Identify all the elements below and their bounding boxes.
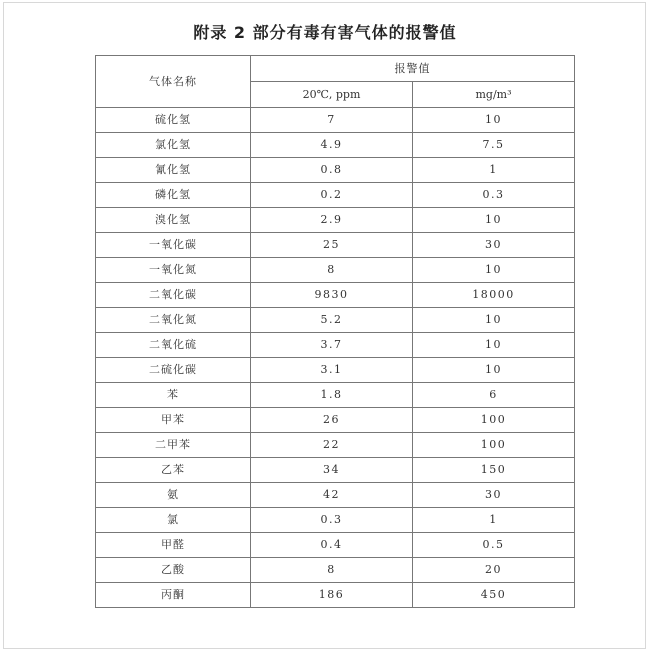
mg-value-cell: 100 [413,408,575,433]
mg-value-cell: 30 [413,483,575,508]
gas-name-cell: 二氧化碳 [96,283,251,308]
table-row [96,383,575,408]
table-row [96,508,575,533]
ppm-value-cell: 0.3 [251,508,413,533]
ppm-value-cell: 4.9 [251,133,413,158]
mg-value-cell: 10 [413,108,575,133]
mg-value-cell: 1 [413,158,575,183]
table-row [96,483,575,508]
table-row [96,358,575,383]
mg-value-cell: 0.3 [413,183,575,208]
mg-value-cell: 10 [413,258,575,283]
ppm-value-cell: 25 [251,233,413,258]
ppm-value-cell: 8 [251,558,413,583]
ppm-value-cell: 34 [251,458,413,483]
gas-name-cell: 磷化氢 [96,183,251,208]
mg-value-cell: 0.5 [413,533,575,558]
ppm-value-cell: 8 [251,258,413,283]
gas-name-cell: 二甲苯 [96,433,251,458]
mg-value-cell: 1 [413,508,575,533]
mg-value-cell: 6 [413,383,575,408]
mg-value-cell: 150 [413,458,575,483]
ppm-value-cell: 0.8 [251,158,413,183]
ppm-value-cell: 3.7 [251,333,413,358]
gas-name-cell: 甲苯 [96,408,251,433]
ppm-value-cell: 0.2 [251,183,413,208]
gas-name-cell: 二硫化碳 [96,358,251,383]
mg-value-cell: 100 [413,433,575,458]
gas-name-cell: 一氧化氮 [96,258,251,283]
mg-value-cell: 10 [413,358,575,383]
alarm-value-table [95,55,575,608]
table-row [96,108,575,133]
ppm-value-cell: 5.2 [251,308,413,333]
ppm-value-cell: 7 [251,108,413,133]
table-row [96,183,575,208]
table-row [96,233,575,258]
document-title: 附录 2 部分有毒有害气体的报警值 [193,23,457,42]
ppm-value-cell: 42 [251,483,413,508]
gas-name-cell: 乙酸 [96,558,251,583]
mg-value-cell: 30 [413,233,575,258]
ppm-value-cell: 0.4 [251,533,413,558]
gas-name-cell: 硫化氢 [96,108,251,133]
mg-value-cell: 18000 [413,283,575,308]
gas-name-cell: 二氧化硫 [96,333,251,358]
gas-name-cell: 二氧化氮 [96,308,251,333]
table-row [96,133,575,158]
ppm-header: 20℃, ppm [251,82,413,108]
gas-name-cell: 丙酮 [96,583,251,608]
ppm-value-cell: 9830 [251,283,413,308]
table-row [96,258,575,283]
table-row [96,308,575,333]
mg-value-cell: 10 [413,208,575,233]
table-row [96,158,575,183]
table-row [96,558,575,583]
gas-name-cell: 氰化氢 [96,158,251,183]
gas-name-header: 气体名称 [96,56,251,108]
ppm-value-cell: 22 [251,433,413,458]
table-row [96,533,575,558]
gas-name-cell: 氯 [96,508,251,533]
ppm-value-cell: 3.1 [251,358,413,383]
gas-name-cell: 乙苯 [96,458,251,483]
mg-value-cell: 450 [413,583,575,608]
table-row [96,583,575,608]
gas-name-cell: 氯化氢 [96,133,251,158]
mg-value-cell: 10 [413,333,575,358]
mg-value-cell: 20 [413,558,575,583]
table-row [96,208,575,233]
mg-per-m3-header: mg/m³ [413,82,575,108]
mg-value-cell: 10 [413,308,575,333]
ppm-value-cell: 2.9 [251,208,413,233]
table-row [96,433,575,458]
gas-name-cell: 甲醛 [96,533,251,558]
ppm-value-cell: 1.8 [251,383,413,408]
alarm-value-header: 报警值 [251,56,575,82]
gas-name-cell: 一氧化碳 [96,233,251,258]
ppm-value-cell: 26 [251,408,413,433]
gas-name-cell: 苯 [96,383,251,408]
mg-value-cell: 7.5 [413,133,575,158]
ppm-value-cell: 186 [251,583,413,608]
table-row [96,458,575,483]
gas-name-cell: 溴化氢 [96,208,251,233]
table-row [96,283,575,308]
table-row [96,333,575,358]
table-header-row [96,56,575,82]
table-body [96,108,575,608]
gas-name-cell: 氨 [96,483,251,508]
table-row [96,408,575,433]
